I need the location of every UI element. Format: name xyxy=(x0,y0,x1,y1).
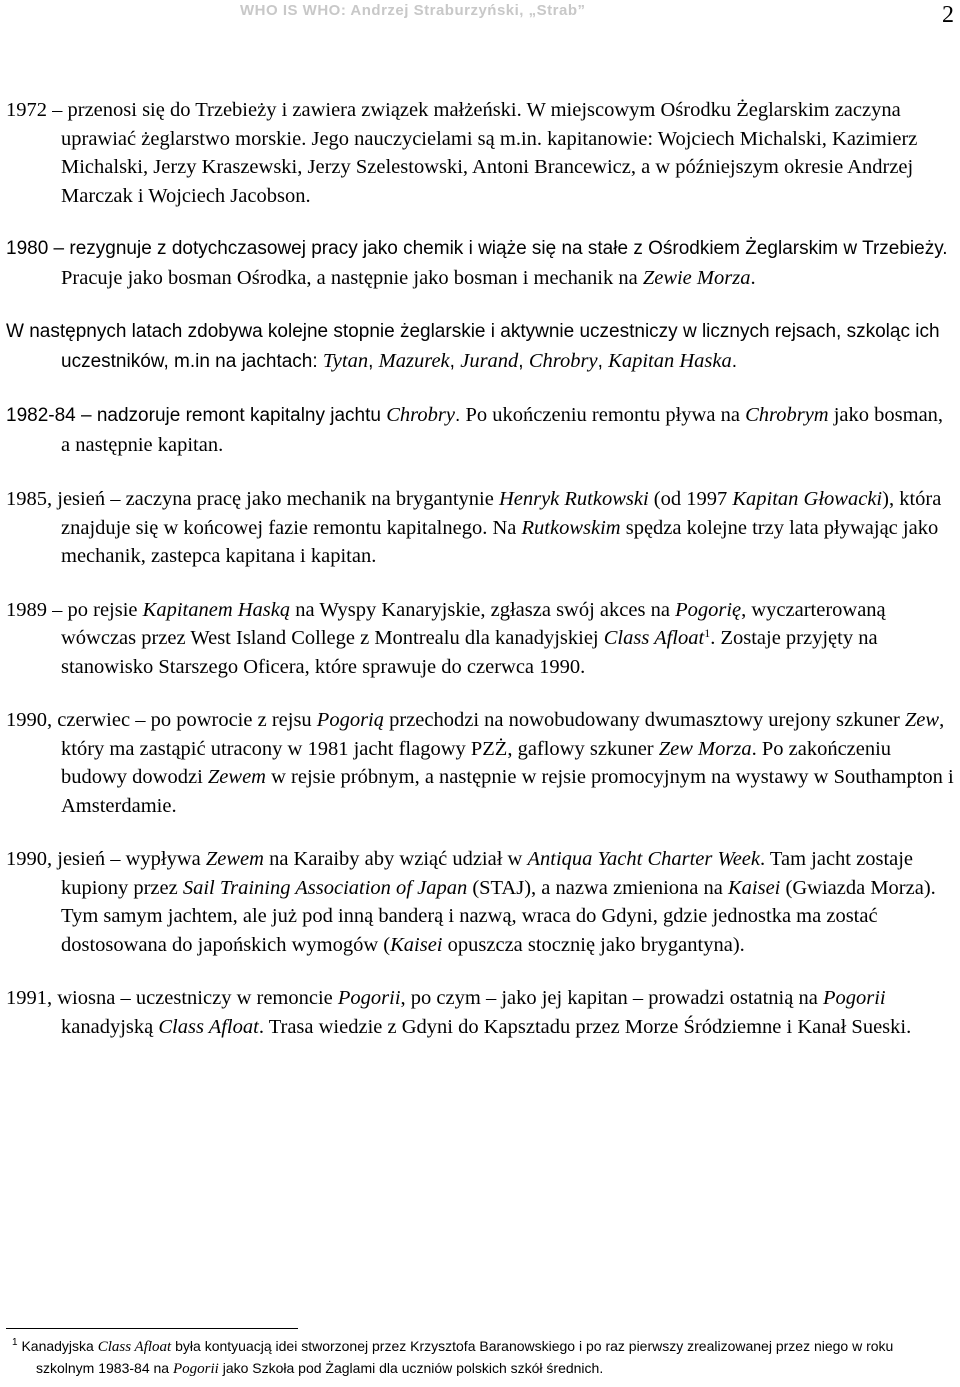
paragraph xyxy=(6,318,954,376)
text-run: opuszcza stocznię jako brygantyna). xyxy=(442,933,745,956)
footnote-reference: 1 xyxy=(704,626,711,640)
italic-text: Zew Morza xyxy=(658,737,752,760)
text-run: na Karaiby aby wziąć udział w xyxy=(263,848,528,870)
text-run: W następnych latach zdobywa kolejne stopnie żeglarskie i aktywnie uczestniczy w licznych rejsach, szkoląc ich uczestników, m.in na jachtach: xyxy=(6,321,940,372)
paragraph xyxy=(6,96,954,210)
text-run: 1990, jesień – wypływa xyxy=(6,848,206,870)
text-run: , xyxy=(597,350,609,372)
italic-text: Pogorii xyxy=(337,987,401,1009)
footnote-marker: 1 xyxy=(12,1337,18,1348)
footnote xyxy=(6,1336,954,1380)
italic-text: Tytan xyxy=(322,349,369,372)
text-run: . Zostaje przyjęty na stanowisko Starszego Oficera, które sprawuje do czerwca 1990. xyxy=(61,627,878,678)
text-run: (Gwiazda Morza). Tym samym jachtem, ale już pod inną banderą i nazwą, wraca do Gdyni, gdzie jednostka ma zostać dostosowana do japońskich wymogów ( xyxy=(61,876,936,956)
page-header xyxy=(0,0,960,40)
italic-text: Rutkowskim xyxy=(521,516,621,539)
italic-text: Kapitanem Haską xyxy=(142,598,291,621)
footnote-divider xyxy=(6,1328,298,1329)
running-header-title: WHO IS WHO: Andrzej Straburzyński, „Strab” xyxy=(240,2,586,19)
text-run: (STAJ), a nazwa zmieniona na xyxy=(467,876,728,899)
page-number: 2 xyxy=(942,2,954,28)
italic-text: Class Afloat xyxy=(97,1339,172,1355)
text-run: . xyxy=(750,266,756,289)
text-run: , który ma zastąpić utracony w 1981 jacht flagowy PZŻ, gaflowy szkuner xyxy=(61,709,945,760)
italic-text: Antiqua Yacht Charter Week xyxy=(527,848,761,870)
italic-text: Kapitan Haska xyxy=(608,349,732,372)
text-run: spędza kolejne trzy lata pływając jako mechanik, zastepca kapitana i kapitan. xyxy=(61,516,939,567)
text-run: ), która znajduje się w końcowej fazie remontu kapitalnego. Na xyxy=(61,488,942,539)
text-run: 1989 – po rejsie xyxy=(6,598,143,621)
italic-text: Chrobry xyxy=(528,349,598,372)
text-run: . xyxy=(454,405,466,426)
text-run: , wyczarterowaną wówczas przez West Island College z Montrealu dla kanadyjskiej xyxy=(61,598,886,649)
text-run: przechodzi na nowobudowany dwumasztowy urejony szkuner xyxy=(384,709,905,731)
text-run: . xyxy=(731,350,737,372)
text-run: na Wyspy Kanaryjskie, zgłasza swój akces na xyxy=(290,598,676,621)
italic-text: Pogorię xyxy=(675,598,742,621)
paragraph xyxy=(6,845,954,959)
text-run: 1991, wiosna – uczestniczy w remoncie xyxy=(6,987,338,1009)
italic-text: Class Afloat xyxy=(603,627,705,649)
text-run: , xyxy=(368,350,379,372)
text-run: 1982-84 – nadzoruje remont kapitalny jachtu xyxy=(6,405,387,426)
italic-text: Zew xyxy=(904,709,940,731)
text-run: kanadyjską xyxy=(61,1015,159,1038)
italic-text: Kaisei xyxy=(390,933,443,956)
italic-text: Chrobry xyxy=(386,404,455,426)
italic-text: Pogorią xyxy=(316,709,384,731)
italic-text: Kaisei xyxy=(727,876,781,899)
paragraph xyxy=(6,401,954,460)
text-run: , xyxy=(518,350,529,372)
paragraph xyxy=(6,984,954,1041)
paragraph xyxy=(6,485,954,571)
text-run: 1990, czerwiec – po powrocie z rejsu xyxy=(6,709,317,731)
text-run: 1972 – przenosi się do Trzebieży i zawiera związek małżeński. W miejscowym Ośrodku Żeglarskim zaczyna uprawiać żeglarstwo morskie. Jego nauczycielami są m.in. kapitanowie: Wojciech Michalski, Kazimierz Michalski, Jerzy Kraszewski, Jerzy Szelestowski, Antoni Brancewicz, a w późniejszym okresie Andrzej Marczak i Wojciech Jacobson. xyxy=(6,99,918,207)
text-run: . Tam jacht zostaje kupiony przez xyxy=(61,848,914,899)
text-run: Kanadyjska xyxy=(21,1338,98,1354)
paragraph xyxy=(6,706,954,820)
text-run: . Trasa wiedzie z Gdyni do Kapsztadu przez Morze Śródziemne i Kanał Sueski. xyxy=(258,1015,912,1038)
text-run: jako bosman, a następnie kapitan. xyxy=(61,404,944,456)
italic-text: Zewem xyxy=(205,848,264,870)
italic-text: Zewem xyxy=(207,766,266,788)
text-run: 1980 – rezygnuje z dotychczasowej pracy jako chemik i wiąże się na stałe z Ośrodkiem Żeglarskim w Trzebieży. xyxy=(6,238,948,259)
text-run: , xyxy=(449,350,461,372)
italic-text: Mazurek xyxy=(378,349,450,372)
text-run: w rejsie próbnym, a następnie w rejsie promocyjnym na wystawy w Southampton i Amsterdamie. xyxy=(61,766,954,817)
text-run: 1985, jesień – zaczyna pracę jako mechanik na brygantynie xyxy=(6,488,499,510)
italic-text: Pogorii xyxy=(172,1361,219,1377)
text-run: była kontyuacją idei stworzonej przez Krzysztofa Baranowskiego i po raz pierwszy zrealizowanej przez niego w roku szkolnym 1983-84 na xyxy=(36,1338,894,1376)
text-run: jako Szkoła pod Żaglami dla uczniów polskich szkół średnich. xyxy=(218,1360,604,1376)
italic-text: Jurand xyxy=(460,349,519,372)
text-run: , po czym – jako jej kapitan – prowadzi ostatnią na xyxy=(400,987,823,1009)
document-body xyxy=(6,96,954,1066)
text-run: Po ukończeniu remontu pływa na xyxy=(465,404,746,426)
text-run: (od 1997 xyxy=(648,488,733,510)
italic-text: Chrobrym xyxy=(745,404,829,426)
italic-text: Henryk Rutkowski xyxy=(498,488,649,510)
text-run: Pracuje jako bosman Ośrodka, a następnie jako bosman i mechanik na xyxy=(61,266,643,289)
italic-text: Sail Training Association of Japan xyxy=(182,876,468,899)
italic-text: Class Afloat xyxy=(158,1015,259,1038)
text-run: . Po zakończeniu budowy dowodzi xyxy=(61,737,892,788)
italic-text: Zewie Morza xyxy=(642,266,751,289)
paragraph xyxy=(6,596,954,682)
italic-text: Kapitan Głowacki xyxy=(732,488,883,510)
paragraph xyxy=(6,235,954,293)
italic-text: Pogorii xyxy=(822,987,886,1009)
